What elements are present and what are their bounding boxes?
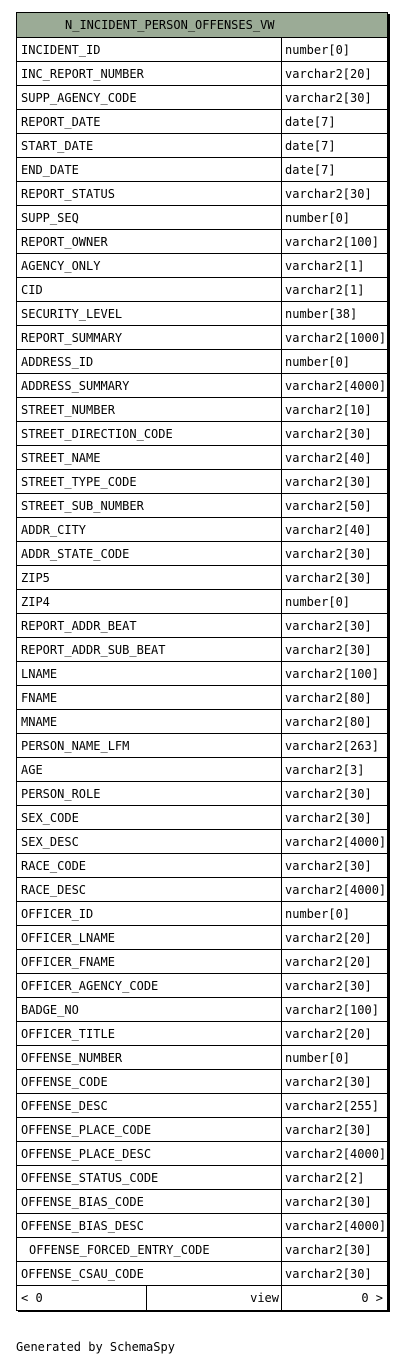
column-type: varchar2[30] [285,642,372,657]
column-name: OFFENSE_DESC [17,1094,282,1117]
column-name: OFFENSE_FORCED_ENTRY_CODE [17,1238,282,1261]
column-name: OFFENSE_CODE [17,1070,282,1093]
table-row[interactable] [17,878,387,902]
table-row[interactable] [17,806,387,830]
column-name: SUPP_AGENCY_CODE [17,86,282,109]
column-type: varchar2[4000] [285,882,387,897]
column-name: FNAME [17,686,282,709]
column-name: PERSON_ROLE [17,782,282,805]
table-row[interactable] [17,734,387,758]
column-name: REPORT_ADDR_BEAT [17,614,282,637]
column-type: varchar2[30] [285,474,372,489]
column-name: SEX_DESC [17,830,282,853]
column-type: number[0] [285,42,351,57]
column-type: varchar2[1] [285,258,365,273]
column-name: OFFICER_FNAME [17,950,282,973]
column-name: MNAME [17,710,282,733]
table-row[interactable] [17,1094,387,1118]
table-row[interactable] [17,470,387,494]
children-count: 0 > [361,1291,383,1305]
table-row[interactable] [17,1022,387,1046]
table-row[interactable] [17,110,387,134]
column-name: OFFICER_ID [17,902,282,925]
generated-by-text: Generated by SchemaSpy [16,1340,175,1354]
column-type: number[0] [285,594,351,609]
column-name: SUPP_SEQ [17,206,282,229]
table-row[interactable] [17,86,387,110]
column-name: REPORT_STATUS [17,182,282,205]
table-row[interactable] [17,1262,387,1286]
table-row[interactable] [17,206,387,230]
table-row[interactable] [17,974,387,998]
table-row[interactable] [17,158,387,182]
column-name: RACE_DESC [17,878,282,901]
table-row[interactable] [17,302,387,326]
column-name: INCIDENT_ID [17,38,282,61]
column-type: varchar2[100] [285,234,379,249]
table-row[interactable] [17,182,387,206]
column-type: varchar2[255] [285,1098,379,1113]
column-type: varchar2[20] [285,954,372,969]
table-row[interactable] [17,326,387,350]
column-name: ADDR_CITY [17,518,282,541]
column-name: RACE_CODE [17,854,282,877]
column-name: INC_REPORT_NUMBER [17,62,282,85]
table-row[interactable] [17,1238,387,1262]
column-name: AGENCY_ONLY [17,254,282,277]
column-name: OFFENSE_BIAS_CODE [17,1190,282,1213]
column-type: varchar2[80] [285,690,372,705]
column-name: BADGE_NO [17,998,282,1021]
table-row[interactable] [17,1046,387,1070]
column-type: varchar2[20] [285,66,372,81]
column-name: ADDRESS_SUMMARY [17,374,282,397]
parents-count: < 0 [17,1286,147,1310]
column-name: REPORT_OWNER [17,230,282,253]
table-row[interactable] [17,590,387,614]
column-name: OFFENSE_PLACE_CODE [17,1118,282,1141]
column-name: CID [17,278,282,301]
table-row[interactable] [17,926,387,950]
column-name: STREET_NUMBER [17,398,282,421]
column-type: varchar2[80] [285,714,372,729]
column-type: varchar2[30] [285,858,372,873]
column-name: ZIP4 [17,590,282,613]
column-type: date[7] [285,114,336,129]
column-type: varchar2[30] [285,810,372,825]
column-name: OFFENSE_STATUS_CODE [17,1166,282,1189]
column-type: varchar2[4000] [285,834,387,849]
column-type: varchar2[100] [285,1002,379,1017]
table-row[interactable] [17,446,387,470]
table-row[interactable] [17,374,387,398]
table-row[interactable] [17,278,387,302]
table-row[interactable] [17,254,387,278]
table-row[interactable] [17,1070,387,1094]
column-name: REPORT_DATE [17,110,282,133]
column-type: varchar2[40] [285,450,372,465]
column-type: varchar2[30] [285,1242,372,1257]
table-row[interactable] [17,1118,387,1142]
column-type: varchar2[30] [285,90,372,105]
table-row[interactable] [17,566,387,590]
column-name: STREET_SUB_NUMBER [17,494,282,517]
column-type: number[0] [285,210,351,225]
column-name: OFFENSE_BIAS_DESC [17,1214,282,1237]
table-row[interactable] [17,1214,387,1238]
column-name: LNAME [17,662,282,685]
column-name: SECURITY_LEVEL [17,302,282,325]
column-name: ZIP5 [17,566,282,589]
column-name: SEX_CODE [17,806,282,829]
column-type: number[0] [285,354,351,369]
table-row[interactable] [17,854,387,878]
column-name: OFFICER_TITLE [17,1022,282,1045]
table-row[interactable] [17,1142,387,1166]
table-row[interactable] [17,542,387,566]
table-row[interactable] [17,950,387,974]
column-name: START_DATE [17,134,282,157]
column-type: varchar2[1000] [285,330,387,345]
column-type: varchar2[100] [285,666,379,681]
column-name: ADDR_STATE_CODE [17,542,282,565]
column-name: PERSON_NAME_LFM [17,734,282,757]
table-row[interactable] [17,1166,387,1190]
column-type: varchar2[4000] [285,378,387,393]
column-type: varchar2[30] [285,1194,372,1209]
table-row[interactable] [17,902,387,926]
column-type: varchar2[30] [285,1074,372,1089]
column-type: varchar2[3] [285,762,365,777]
table-row[interactable] [17,398,387,422]
column-name: END_DATE [17,158,282,181]
column-type: varchar2[40] [285,522,372,537]
column-type: varchar2[30] [285,978,372,993]
column-type: varchar2[30] [285,1266,372,1281]
schema-table [16,12,388,1311]
column-name: STREET_DIRECTION_CODE [17,422,282,445]
table-row[interactable] [17,230,387,254]
column-type: varchar2[4000] [285,1146,387,1161]
column-type: varchar2[263] [285,738,379,753]
table-row[interactable] [17,1190,387,1214]
column-type: varchar2[30] [285,570,372,585]
table-row[interactable] [17,998,387,1022]
column-type: varchar2[2] [285,1170,365,1185]
column-type: varchar2[50] [285,498,372,513]
column-type: date[7] [285,138,336,153]
table-row[interactable] [17,518,387,542]
column-list [17,38,387,1286]
column-type: number[38] [285,306,358,321]
column-type: varchar2[30] [285,546,372,561]
table-row[interactable] [17,350,387,374]
table-row[interactable] [17,614,387,638]
column-name: AGE [17,758,282,781]
table-row[interactable] [17,662,387,686]
table-row[interactable] [17,830,387,854]
column-type: varchar2[30] [285,786,372,801]
column-name: REPORT_ADDR_SUB_BEAT [17,638,282,661]
column-type: varchar2[20] [285,930,372,945]
table-row[interactable] [17,758,387,782]
column-name: OFFENSE_NUMBER [17,1046,282,1069]
column-name: OFFICER_LNAME [17,926,282,949]
table-row[interactable] [17,38,387,62]
column-name: OFFICER_AGENCY_CODE [17,974,282,997]
column-name: STREET_NAME [17,446,282,469]
column-name: OFFENSE_CSAU_CODE [17,1262,282,1285]
table-row[interactable] [17,134,387,158]
column-type: date[7] [285,162,336,177]
table-title[interactable]: N_INCIDENT_PERSON_OFFENSES_VW [17,13,387,38]
column-type: varchar2[1] [285,282,365,297]
column-type: varchar2[30] [285,426,372,441]
table-row[interactable] [17,422,387,446]
table-row[interactable] [17,62,387,86]
column-type: number[0] [285,1050,351,1065]
column-type: varchar2[30] [285,186,372,201]
table-kind: view [147,1286,282,1310]
column-type: varchar2[20] [285,1026,372,1041]
column-name: OFFENSE_PLACE_DESC [17,1142,282,1165]
table-row[interactable] [17,710,387,734]
table-row[interactable] [17,782,387,806]
table-row[interactable] [17,638,387,662]
column-type: varchar2[30] [285,1122,372,1137]
column-type: number[0] [285,906,351,921]
table-row[interactable] [17,494,387,518]
table-row[interactable] [17,686,387,710]
column-type: varchar2[4000] [285,1218,387,1233]
table-footer [17,1286,387,1310]
column-name: REPORT_SUMMARY [17,326,282,349]
column-type: varchar2[10] [285,402,372,417]
column-type: varchar2[30] [285,618,372,633]
column-name: ADDRESS_ID [17,350,282,373]
column-name: STREET_TYPE_CODE [17,470,282,493]
